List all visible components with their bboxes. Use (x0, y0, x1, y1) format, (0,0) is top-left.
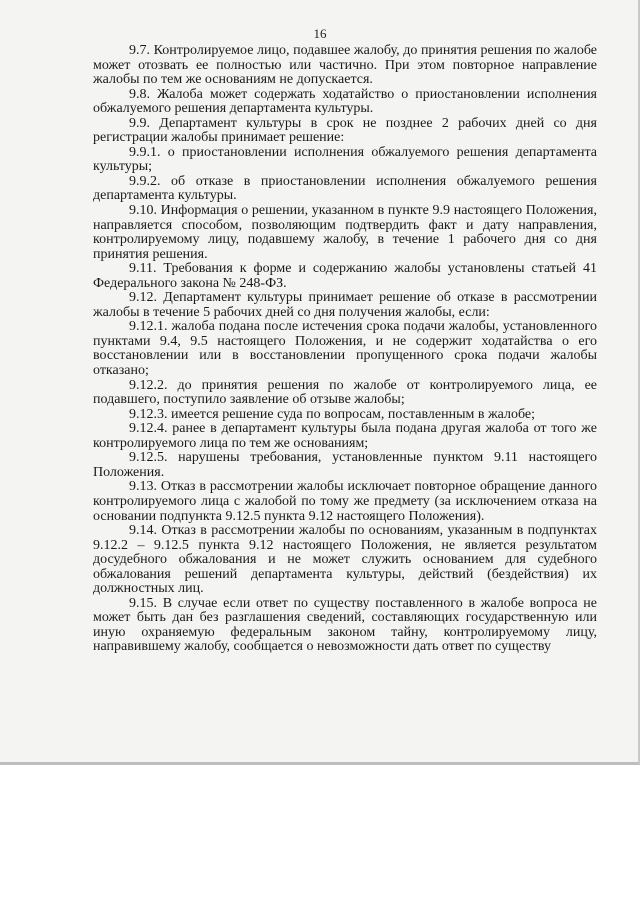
document-body (93, 44, 597, 655)
paragraph-9-12-4: 9.12.4. ранее в департамент культуры была подана другая жалоба от того же контролируемого лица по тем же основаниям; (93, 421, 597, 451)
paragraph-9-10: 9.10. Информация о решении, указанном в пункте 9.9 настоящего Положения, направляется способом, позволяющим подтвердить факт и дату направления, контролируемому лицу, подавшему жалобу, в течение 1 рабочего дня со дня принятия решения. (93, 203, 597, 262)
paragraph-9-12-3: 9.12.3. имеется решение суда по вопросам, поставленным в жалобе; (129, 406, 535, 422)
page-number: 16 (313, 26, 327, 41)
paragraph-9-7: 9.7. Контролируемое лицо, подавшее жалобу, до принятия решения по жалобе может отозвать ее полностью или частично. При этом повторное направление жалобы по тем же основаниям не допускается. (93, 43, 597, 88)
paragraph-9-12-2: 9.12.2. до принятия решения по жалобе от контролируемого лица, ее подавшего, поступило заявление об отзыве жалобы; (93, 377, 597, 408)
paragraph-9-9-2: 9.9.2. об отказе в приостановлении исполнения обжалуемого решения департамента культуры. (93, 173, 597, 204)
paragraph-9-14: 9.14. Отказ в рассмотрении жалобы по основаниям, указанным в подпунктах 9.12.2 – 9.12.5 пункта 9.12 настоящего Положения, не является результатом досудебного обжалования и не может служить основанием для судебного обжалования решений департамента культуры, действий (бездействия) их должностных лиц. (93, 523, 597, 597)
paragraph-9-12-5: 9.12.5. нарушены требования, установленные пунктом 9.11 настоящего Положения. (93, 450, 597, 480)
paragraph-9-13: 9.13. Отказ в рассмотрении жалобы исключает повторное обращение данного контролируемого лица с жалобой по тому же предмету (за исключением отказа на основании подпункта 9.12.5 пункта 9.12 настоящего Положения). (93, 479, 597, 524)
paragraph-9-11: 9.11. Требования к форме и содержанию жалобы установлены статьей 41 Федерального закона № 248-ФЗ. (93, 261, 597, 291)
paragraph-9-15: 9.15. В случае если ответ по существу поставленного в жалобе вопроса не может быть дан без разглашения сведений, составляющих государственную или иную охраняемую федеральным законом тайну, контролируемому лицу, направившему жалобу, сообщается о невозможности дать ответ по существу (93, 595, 597, 655)
paragraph-9-9: 9.9. Департамент культуры в срок не позднее 2 рабочих дней со дня регистрации жалобы принимает решение: (93, 115, 597, 146)
paragraph-9-12: 9.12. Департамент культуры принимает решение об отказе в рассмотрении жалобы в течение 5 рабочих дней со дня получения жалобы, если: (93, 290, 597, 320)
paragraph-9-8: 9.8. Жалоба может содержать ходатайство о приостановлении исполнения обжалуемого решения департамента культуры. (93, 86, 597, 117)
paragraph-9-12-1: 9.12.1. жалоба подана после истечения срока подачи жалобы, установленного пунктами 9.4, 9.5 настоящего Положения, и не содержит ходатайства о его восстановлении или в восстановлении пропущенного срока подачи жалобы отказано; (93, 319, 597, 379)
paragraph-9-9-1: 9.9.1. о приостановлении исполнения обжалуемого решения департамента культуры; (93, 144, 597, 175)
